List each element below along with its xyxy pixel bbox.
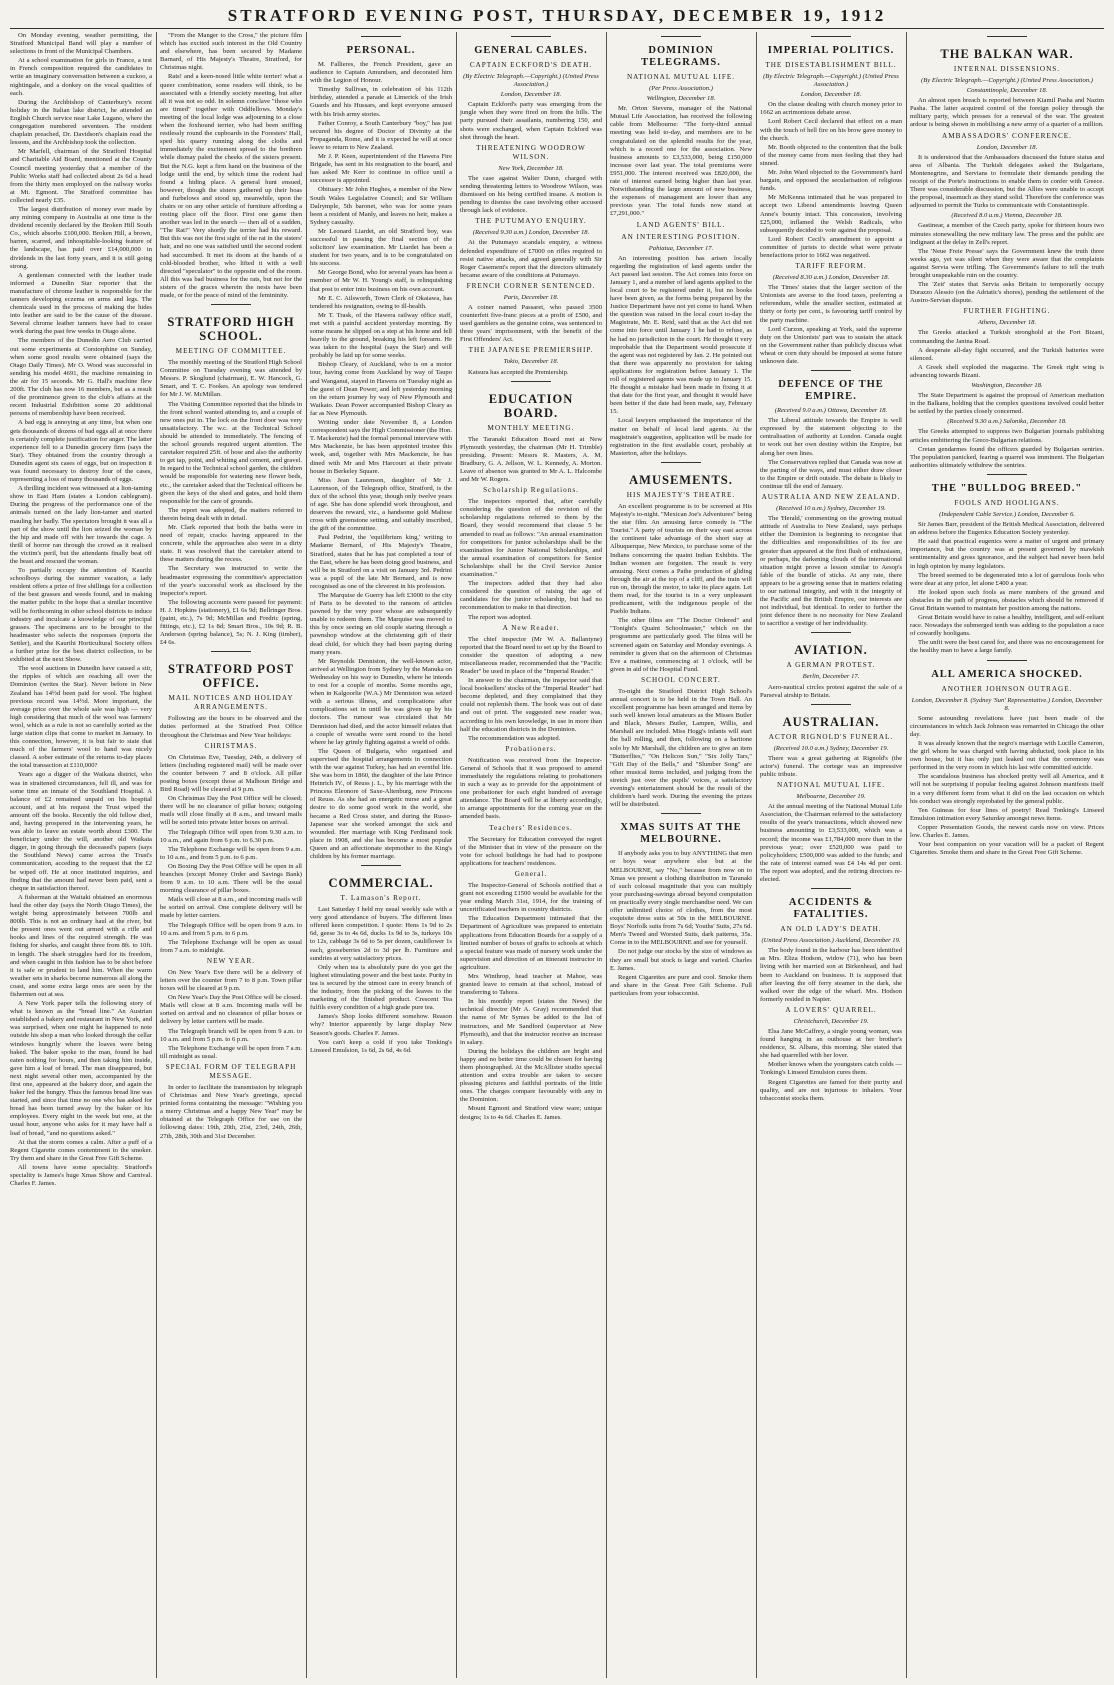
article-paragraph: It was already known that the negro's marriage with Lucille Cameron, the girl whom he was charged with having abducted, took place in his own house, but it has only just leaked out that the ceremony was performed in the very room in which his last wife committed suicide. — [910, 740, 1104, 772]
subheading: NEW YEAR. — [206, 956, 256, 965]
article-paragraph: A coiner named Passaret, who passed 3500 counterfeit five-franc pieces at a profit of £500, and used gamblers as the genuine coins, was sentenced to three years' imprisonment, with the benefit of the First Offenders' Act. — [460, 303, 602, 344]
column-divider — [906, 32, 907, 1678]
article-paragraph: The Times' states that the larger section of the Unionists are averse to the food taxes, preferring a referendum, while the smaller section, estimated at thirty or forty per cent., is favouring tariff control by the party machine. — [760, 284, 902, 324]
subheading: MEETING OF COMMITTEE. — [175, 347, 287, 356]
subheading: SPECIAL FORM OF TELEGRAPH MESSAGE. — [165, 1062, 297, 1080]
article-paragraph: James's Shop looks different somehow. Reason why? Interior apparently by large display New Season's goods. Charles F. James. — [310, 1013, 452, 1037]
subheading: FURTHER FIGHTING. — [963, 307, 1051, 316]
article-paragraph: The Telephone Exchange will be open from 9 a.m. to 10 a.m., and from 5 p.m. to 6 p.m. — [160, 845, 302, 861]
subheading: A LOVERS' QUARREL. — [785, 1005, 877, 1014]
heading-rule — [987, 36, 1027, 37]
dateline: London, December 18. — [500, 91, 562, 99]
article-paragraph: The following accounts were passed for payment: H. J. Hopkins (stationery), £1 6s 9d; Bellringer Bros. (paint, etc.), 7s 9d; McMillan and Fredric (spring, fittings, etc.), £2 1s 8d; Smart Bros., 10s 9d; R. B. Anderson (spring balance), 5s; N. J. King (timber), £4 6s. — [160, 598, 302, 647]
article-paragraph: On New Year's Day the Post Office will be closed. Mails will close at 8 a.m. Incoming mails will be sorted on arrival and no clearance of pillar boxes or delivery by letter carriers will be made. — [160, 994, 302, 1026]
subheading: LAND AGENTS' BILL. — [636, 220, 726, 229]
dateline: (By Electric Telegraph.—Copyright.) (United Press Association.) — [463, 73, 599, 89]
subheading: TARIFF REFORM. — [795, 262, 867, 271]
article-paragraph: Mr E. C. Ailsworth, Town Clerk of Okaiawa, has tendered his resignation, owing to ill-health. — [310, 294, 452, 310]
article-paragraph: Mr Reynolds Denniston, the well-known actor, arrived at Wellington from Sydney by the Manuka on Wednesday on his way to Dunedin, where he intends to rest for a couple of months. Some months ago, when in Kalgoorlie (W.A.) Mr Denniston was seized with a serious illness, and complications after complications set in until he was given up by his doctors. The rumour was circulated that Mr Denniston had died, and the actor himself relates that a couple of wreaths were sent round to the hotel where he lay grimly fighting against a world of odds. — [310, 657, 452, 746]
section-heading: THE BALKAN WAR. — [940, 47, 1074, 61]
article-paragraph: An excellent programme is to be screened at His Majesty's to-night. "Mexican Joe's Adventures" being the star film. An amusing farce comedy is "The Tourist." A party of tourists on their way east across the continent take advantage of the short stay at Albuquerque, New Mexico, to purchase some of the Indians concerning the quaint Indian Exhibits. The Indian women are forgotten. The result is very amusing. Next comes a Pathe production of gliding through the air at the top of a cliff, and the train will run on, through the motor, to take its place again. Let them read, for the tourist is in a very unpleasant predicament, with the indigenous people of the Pueblo Indians. — [610, 502, 752, 616]
dateline: (Per Press Association.) — [649, 85, 713, 92]
article-paragraph: Timothy Sullivan, in celebration of his 112th birthday, attended a parade at Limerick of the Irish Guards and his Hussars, and kept everyone amused with his Irish army stories. — [310, 86, 452, 118]
article-paragraph: The 'Zeit' states that Servia asks Britain to temporarily occupy Durazzo Alessio (on the Adriatic's shores), pending the settlement of the Austro-Servian dispute. — [910, 281, 1104, 305]
column-divider — [606, 32, 607, 1678]
article-paragraph: "From the Manger to the Cross," the picture film which has excited such interest in the Old Country and elsewhere, has been secured by Madame Barnard, of His Majesty's Theatre, Stratford, for Christmas night. — [160, 32, 302, 72]
section-heading: EDUCATION BOARD. — [488, 391, 574, 420]
article-paragraph: The Liberal attitude towards the Empire is well expressed by the statement objecting to the centralisation of authority at London. Canada ought to work out her own destiny within the Empire, but along her own lines. — [760, 417, 902, 457]
subheading: THE DISESTABLISHMENT BILL. — [765, 61, 897, 69]
article-paragraph: The Telegraph Office will open from 9.30 a.m. to 10 a.m., and again from 6 p.m. to 6.30 p.m. — [160, 828, 302, 844]
section-heading: IMPERIAL POLITICS. — [767, 45, 895, 56]
dateline: Athens, December 18. — [977, 319, 1037, 327]
section-heading: XMAS SUITS AT THE MELBOURNE. — [620, 822, 742, 846]
article-paragraph: A Greek shell exploded the magazine. The Greek right wing is advancing towards Bizani. — [910, 363, 1104, 379]
article-paragraph: Mr. John Ward objected to the Government's hard bargain, and opposed the secularisation of religious funds. — [760, 169, 902, 193]
article-paragraph: The chief inspector (Mr W. A. Ballantyne) reported that the Board need to set up by the Board to consider the question of adopting a new miscellaneous reader, recommended that the "Pacific Reader" be used in place of the "Imperial Reader." — [460, 635, 602, 675]
article-paragraph: The breed seemed to be degenerated into a lot of garrulous fools who were dear at any price, let alone £400 a year. — [910, 571, 1104, 587]
article-paragraph: The Telephone Exchange will be open as usual from 7 a.m. to midnight. — [160, 938, 302, 954]
article-paragraph: Mr. Clark reported that both the baths were in need of repair, cracks having appeared in the concrete, while the approaches also were in a dirty state. It was resolved that the caretaker attend to these matters during the recess. — [160, 523, 302, 564]
article-paragraph: Father Conroy, a South Canterbury "boy," has just secured his degree of Doctor of Divinity at the Propaganda, Rome, and it is expected he will at once leave to return to New Zealand. — [310, 119, 452, 151]
dateline: (By Electric Telegraph.—Copyright.) (United Press Association.) — [921, 77, 1093, 84]
heading-rule — [811, 888, 851, 889]
subheading: MONTHLY MEETING. — [487, 423, 575, 432]
heading-rule — [811, 36, 851, 37]
article-paragraph: The Greeks attempted to suppress two Bulgarian journals publishing articles embittering the Greco-Bulgarian relations. — [910, 428, 1104, 444]
heading-rule — [511, 36, 551, 37]
column-4 — [460, 32, 602, 1678]
section-heading: GENERAL CABLES. — [474, 45, 588, 56]
article-paragraph: The members of the Dunedin Aero Club carried out some experiments at Corstorphine on Sunday, when some good results were obtained (says the Otago Daily Times). Mr O. Wood was successful in sending his model 4691, the machine remaining in the air for 15 seconds. Mr G. Hall's machine flew 200ft. The club has now 16 members, but as a result of the prominence given to the club's affairs at the recent Industrial Exhibition some 20 additional persons of membership have been received. — [10, 337, 152, 418]
article-paragraph: The body found in the harbour has been identified as Mrs. Eliza Hodson, widow (71), who has been living with her married son at Birkenhead, and had been to Auckland on business. It is supposed that after leaving the off ferry steamer in the dark, she walked over the edge of the wharf. Mrs. Hodson formerly resided in Napier. — [760, 947, 902, 1003]
article-paragraph: Katsura has accepted the Premiership. — [468, 368, 569, 376]
section-heading: PERSONAL. — [346, 45, 416, 56]
column-2 — [160, 32, 302, 1678]
article-paragraph: At the Putumayo scandals enquiry, a witness defended expenditure of £7000 on rifles required to resist native attacks, and agreed generally with Sir Roger Casement's report that the directors ultimately became aware of the conditions at Putumayo. — [460, 239, 602, 279]
article-paragraph: In answer to the chairman, the inspector said that local booksellers' stocks of the "Imperial Reader" had become depleted, and they complained that they could not replenish them. The book was out of date and out of print. The suggested new reader was, according to his own knowledge, in use in more than half the education districts in the Dominion. — [460, 677, 602, 733]
article-paragraph: The wool auctions in Dunedin have caused a stir, the ripples of which are reaching all over the Dominion (writes the Star). Never before in New Zealand has 14½d been paid for wool. The highest previous record was 14½d. More important, the average price over the whole sale was high — very high considering that much of the wool was farmers' wool, which as a rule is not so carefully sorted as the large station clips that come to market in January. In this connection, however, it is but fair to state that much of the farmers' wool to hand was nicely classed. A sober estimate of the returns to-day places the total transaction at £110,000? — [10, 665, 152, 770]
article-paragraph: On Monday evening, weather permitting, the Stratford Municipal Band will play a number of selections in front of the Municipal Chambers. — [10, 32, 152, 56]
article-paragraph: Copper Presentation Goods, the newest cards now on view. Prices low. Charles E. James. — [910, 823, 1104, 840]
heading-rule — [661, 36, 701, 37]
section-heading: AUSTRALIAN. — [782, 714, 880, 729]
heading-rule — [987, 474, 1027, 475]
dateline: (Received 10 a.m.) Sydney, December 19. — [776, 505, 886, 513]
article-paragraph: The monthly meeting of the Stratford High School Committee on Tuesday evening was attended by Messrs. P. Skoglund (chairman), E. W. Hancock, G. Smart, and T. C. Fookes. An apology was tendered for Mr J. W. McMillan. — [160, 359, 302, 399]
article-paragraph: An almost open breach is reported between Kiamil Pasha and Nazim Pasha. The latter acquired control of the foreign policy through the military party, which presses for a renewal of the war. The greatest ardour is being shown in mobilising a new army of a quarter of a million. — [910, 97, 1104, 129]
dateline: Christchurch, December 19. — [793, 1017, 869, 1025]
article-paragraph: Only when tea is absolutely pure do you get the highest stimulating power and the best taste. Purity in tea is secured by the utmost care in every branch of the industry, from the picking of the leaves to the marketing of the finished product. Crescent Tea fulfils every condition of a high grade pure tea. — [310, 963, 452, 1012]
dateline: London, December 18. — [800, 91, 862, 99]
dateline: New York, December 18. — [498, 164, 564, 172]
subheading: AN OLD LADY'S DEATH. — [780, 925, 882, 934]
article-paragraph: At the annual meeting of the National Mutual Life Association, the Chairman referred to the satisfactory results of the year's transactions, which showed new business amounting to £3,533,000, which was a record; the income was £1,784,000 more than in the previous year; over £520,000 was paid to policyholders; £500,000 was added to the funds; and the rate of interest earned was £4 14s 4d per cent. The report was adopted, and the retiring directors re-elected. — [760, 803, 902, 884]
article-paragraph: Local lawyers emphasised the importance of the matter on behalf of local land agents. At the magistrate's suggestion, application will be made for registration in the first available court, probably at Masterton, after the holidays. — [610, 417, 752, 457]
article-paragraph: Bishop Cleary, of Auckland, who is on a motor tour, having come from Auckland by way of Taupo and Wanganui, stayed in Hawera on Tuesday night as the guest of Dean Power, and left yesterday morning on the return journey by way of New Plymouth and Waikato. Dean Power accompanied Bishop Cleary as far as New Plymouth. — [310, 361, 452, 417]
article-paragraph: Mr T. Trask, of the Hawera railway office staff, met with a painful accident yesterday morning. By some means he slipped on a step at his home and fell heavily to the ground, breaking his left forearm. He was taken to the hospital (says the Star) and will probably be laid up for some weeks. — [310, 311, 452, 360]
article-paragraph: On Christmas Eve, Tuesday, 24th, a delivery of letters (including registered mail) will be made over the counter between 7 and 8 o'clock. All pillar posting boxes (except those at Malhoun Bridge and Bird Road) will be cleared at 9 p.m. — [160, 753, 302, 794]
article-paragraph: Years ago a digger of the Waikaia district, who was in straitened circumstances, fell ill, and was for some time an inmate of the Southland Hospital. A balance of £2 remained unpaid on his hospital account, and at his request the Trust wiped the amount off the books. Recently the old fellow died, and, having prospered in the intervening years, he was able to leave an estate worth about £300. The beneficiary under the will, another old Waikaia digger, in going through the deceased's papers (says the Southland News) came across the Trust's communication, acceding to the request that the £2 be wiped off. He at once instituted inquiries, and finding that the amount had never been paid, sent a cheque in satisfaction thereof. — [10, 771, 152, 892]
article-paragraph: The Marquise de Guerry has left £3000 to the city of Paris to be devoted to the ransom of articles pawned by the very poor whose are subsequently unable to redeem them. The Marquise was moved to this by once seeing an old couple staring through a pawnshop window at the christening gift of their dead child, for which they had been paying during many years. — [310, 592, 452, 656]
subheading: ANOTHER JOHNSON OUTRAGE. — [941, 684, 1073, 693]
article-paragraph: At a school examination for girls in France, a test in French composition required the candidates to write an imaginary conversation between a cuckoo, a nightingale, and a donkey on the vocal qualities of each. — [10, 57, 152, 97]
dateline: Wellington, December 18. — [646, 95, 716, 103]
subheading: General. — [514, 869, 548, 878]
article-paragraph: You can't keep a cold if you take Tonking's Linseed Emulsion, 1s 6d, 2s 6d, 4s 6d. — [310, 1038, 452, 1054]
column-5 — [610, 32, 752, 1678]
article-paragraph: The case against Walter Dunn, charged with sending threatening letters to Woodrow Wilson, was dismissed on his being certified insane. A motion is pending to dismiss the case involving other accused through lack of evidence. — [460, 174, 602, 215]
article-paragraph: The Taranaki Education Board met at New Plymouth yesterday, the chairman (Mr H. Trimble) presiding. Present: Messrs R. Masters, A. M. Bradbury, G. A. Jellson, W. L. Kennedy, A. Morton. Leave of absence was granted to Mr A. L. Halcombe and Mr W. Rogers. — [460, 435, 602, 484]
article-paragraph: In his monthly report (states the News) the technical director (Mr A. Gray) recommended that the name of Mr Symes be added to the list of instructors, and Mr Sandford (supervisor at New Plymouth), and that the instructor receive an increase in salary. — [460, 998, 602, 1046]
dateline: (By Electric Telegraph.—Copyright.) (United Press Association.) — [763, 73, 899, 89]
heading-rule — [211, 651, 251, 652]
article-paragraph: Obituary: Mr John Hughes, a member of the New South Wales Legislative Council; and Sir William Dalrymple, 5th baronet, who was for some years been a resident of Manly, and leaves no heir, makes a Sydney casualty. — [310, 186, 452, 226]
article-paragraph: The scandalous business has shocked pretty well all America, and it will not be surprising if popular feeling against Johnson manifests itself in a very different form from what it did on the last occasion on which his conduct was strongly reprobated by the general public. — [910, 773, 1104, 805]
article-paragraph: The Secretary was instructed to write the headmaster expressing the committee's appreciation of the year's successful work as disclosed by the inspector's report. — [160, 565, 302, 597]
article-paragraph: Mother knows when the youngsters catch colds — Tonking's Linseed Emulsion cures them. — [760, 1061, 902, 1077]
article-paragraph: Cretan gendarmes found the officers guarded by Bulgarian sentries. The population panicked, fearing a quarrel was imminent. The Bulgarian authorities ultimately withdrew the sentries. — [910, 445, 1104, 469]
subheading: Teachers' Residences. — [489, 823, 573, 832]
article-paragraph: On Christmas Day the Post Office will be closed; there will be no clearance of pillar boxes; outgoing mails will close finally at 8 a.m., and inward mails will be sorted into private letter boxes on arrival. — [160, 795, 302, 827]
article-paragraph: The Conservatives replied that Canada was now at the parting of the ways, and must either draw closer to the Empire or drift outside. The debate is likely to continue till the end of January. — [760, 458, 902, 490]
article-paragraph: In order to facilitate the transmission by telegraph of Christmas and New Year's greetings, special printed forms containing the message: "Wishing you a merry Christmas and a happy New Year" may be obtained at the Telegraph Office for use on the following dates: 19th, 20th, 21st, 23rd, 24th, 26th, 27th, 28th, 30th and 31st December. — [160, 1083, 302, 1140]
article-paragraph: He said that practical eugenics were a matter of urgent and primary importance, but the country was at present governed by mawkish sentimentality and gross ignorance, and the subject had never been held in high opinion by many legislators. — [910, 538, 1104, 570]
dateline: (Independent Cable Service.) London, December 6. — [939, 510, 1075, 518]
article-paragraph: Mount Egmont and Stratford view ware; unique designs; 1s to 4s 6d. Charles E. James. — [460, 1105, 602, 1121]
article-paragraph: A thrilling incident was witnessed at a lion-taming show in East Ham (states a London cablegram). During the progress of the performance one of the animals turned on the lady lion-tamer and started mauling her badly. The spectators brought it was all a part of the show until the lion seized the woman by the hip and made off with her towards the cage. A thrill of horror ran through the crowd as it realised the victim's peril, but the attendants finally beat off the beast and rescued the woman. — [10, 485, 152, 565]
article-paragraph: There was a great gathering at Rignold's (the actor's) funeral. The cortege was an impressive public tribute. — [760, 754, 902, 778]
article-paragraph: Mails will close at 8 a.m., and incoming mails will be sorted on arrival. One complete delivery will be made by letter carriers. — [160, 896, 302, 920]
column-3 — [310, 32, 452, 1678]
dateline: (Received 9.0 a.m.) Ottawa, December 18. — [774, 407, 888, 415]
dateline: Paris, December 18. — [503, 293, 559, 301]
article-paragraph: The report was adopted, the matters referred to therein being dealt with in detail. — [160, 506, 302, 522]
article-paragraph: Lord Curzon, speaking at York, said the supreme duty on the Unionists' part was to sustain the attack on the Government rather than publicly discuss what wheat or corn duty should be imposed at some future unknown date. — [760, 325, 902, 365]
article-paragraph: A fisherman at the Waitaki obtained an enormous haul the other day (says the North Otago Times), the weight being approximately between 700lb and 800lb. This is not an ordinary haul at the river, but the present ones went out armed with a rifle and hooks and lines of the required strength. He was fishing for sharks, and caught three from 8ft. to 10ft. in length. The shark struggles hard for its freedom, and when caught in this fashion has to be shot before it is safe or prudent to land him. When the warm weather sets in sharks become numerous all along the coast, and some extra large ones are seen by the fishermen out at sea. — [10, 893, 152, 998]
article-paragraph: Regent Cigarettes are pure and cool. Smoke them and share in the Great Free Gift Scheme. Full particulars from your tobacconist. — [610, 973, 752, 997]
masthead: STRATFORD EVENING POST, THURSDAY, DECEMBER 19, 1912 — [227, 6, 887, 25]
dateline: Tokio, December 18. — [503, 358, 559, 366]
article-paragraph: The State Department is against the proposal of American mediation in the Balkans, holding that the complex questions involved could better be settled by the parties closely concerned. — [910, 392, 1104, 416]
column-divider — [306, 32, 307, 1678]
heading-rule — [661, 813, 701, 814]
section-heading: STRATFORD POST OFFICE. — [168, 662, 294, 691]
article-paragraph: Some astounding revelations have just been made of the circumstances in which Jack Johnson was remarried in Chicago the other day. — [910, 714, 1104, 738]
article-paragraph: M. Fallieres, the French President, gave an audience to Captain Amundsen, and decorated him with the Legion of Honour. — [310, 61, 452, 85]
article-paragraph: All towns have some speciality. Stratford's speciality is James's huge Xmas Show and Carnival. Charles F. James. — [10, 1163, 152, 1188]
article-paragraph: If anybody asks you to buy ANYTHING that men or boys wear anywhere else but at the MELBOURNE, say "No," because from now on to Xmas we present a clothing distribution in Taranaki of such colossal magnitude that you can multiply your purchasing-savings abroad beyond computation on practically every single merchandise need. We can offer unlimited choice of clothes, from the most exquisite dress suits at 50s in the MELBOURNE. Boys' Norfolk suits from 7s 6d; Youths' Suits, 27s 6d. Men's Tweed and Worsted Suits, dark patterns, 35s. Come in to the MELBOURNE and see for yourself. — [610, 850, 752, 947]
dateline: (United Press Association.) Auckland, December 19. — [761, 937, 901, 945]
heading-rule — [811, 704, 851, 705]
subheading: Probationers. — [505, 744, 557, 753]
heading-rule — [211, 304, 251, 305]
heading-rule — [511, 381, 551, 382]
article-paragraph: Gastinear, a member of the Czech party, spoke for thirteen hours two minutes stonewalling the new military law. The press and the public are indignant at the delay in Zell's report. — [910, 222, 1104, 246]
article-paragraph: The 'Neue Freie Presse' says the Government knew the truth three weeks ago, yet was silent when they were aware that the complaints against Servia were trifling. The Government's failure to tell the truth brought unspeakable ruin on the country. — [910, 247, 1104, 279]
article-paragraph: A desperate all-day fight occurred, and the Turkish batteries were silenced. — [910, 346, 1104, 362]
heading-rule — [661, 462, 701, 463]
article-paragraph: The largest distribution of money ever made by any mining company in Australia at one time is the dividend recently declared by the Broken Hill South Co., which absorbs £100,000. Broken Hill, a brown, barren, scarred, and inhospitable-looking feature of the landscape, has paid over £14,000,000 in dividends in the last forty years, and it is still going strong. — [10, 205, 152, 270]
article-paragraph: The recommendation was adopted. — [468, 734, 561, 742]
article-paragraph: Your best companion on your vacation will be a packet of Regent Cigarettes. Smoke them and share in the Great Free Gift Scheme. — [910, 841, 1104, 857]
article-paragraph: Paul Pedrini, the 'equilibrium king,' writing to Madame Bernard, of His Majesty's Theatre, Stratford, states that he has just completed a tour of the East, where he has been doing good business, and will be in Stratford on a visit on January 3rd. Pedrini was a pupil of the late Mr Bernard, and is now recognised as one of the cleverest in his profession. — [310, 534, 452, 590]
article-paragraph: The Visiting Committee reported that the blinds in the front school wanted attending to, and a couple of new ones put in. The lock on the front door was very unsatisfactory. The w.c. at the Technical School should be attended to immediately. The fencing of the school grounds required urgent attention. The caretaker required 25ft. of hose and also the authority to get tap, point, and whiting and cement, and gravel. In regard to the Technical school garden, the children would be responsible for watering new flower beds, etc., the caretaker asked that the Technical officers be given the keys of the shed and gates, and hold them responsible for the care of grounds. — [160, 400, 302, 505]
subheading: Scholarship Regulations. — [483, 486, 579, 495]
subheading: CAPTAIN ECKFORD'S DEATH. — [469, 61, 593, 69]
article-paragraph: It is understood that the Ambassadors discussed the future status and area of Albania. The Turkish delegates asked the Bulgarians, Montenegrins, and Servians to formulate their demands pending the receipt of the Porte's instructions to enable them to confer with Greece. There was considerable discussion, but the Allies were unable to accept the proposal, inasmuch as they stand solid. Therefore the conference was adjourned to permit the Turks to communicate with Constantinople. — [910, 153, 1104, 210]
subheading: THE JAPANESE PREMIERSHIP. — [468, 346, 594, 355]
section-heading: COMMERCIAL. — [328, 876, 434, 891]
article-paragraph: Mrs Winthrop, head teacher at Mahoe, was granted leave to remain at that school, instead of transferring to Tahora. — [460, 972, 602, 997]
article-paragraph: The 'Herald,' commenting on the growing mutual attitude of Australia to New Zealand, says perhaps either the Dominion is beginning to recognise that the difficulties and responsibilities of its fee are greater than appeared at the first flush of enthusiasm, or perhaps, the darkening clouds of the international situation might prove a lesson similar to Aesop's fable of the bundle of sticks. At any rate, there appears to be a growing sense that in matters relating to our national integrity, and with it the integrity of the Pacific and the British Empire, our interests are not individual, but identical. In order to further the joint defence there is no necessity for New Zealand to sacrifice a vestige of her individuality. — [760, 515, 902, 628]
subheading: AMBASSADORS' CONFERENCE. — [942, 131, 1072, 140]
article-paragraph: The Telephone Exchange will be open from 7 a.m. till midnight as usual. — [160, 1044, 302, 1060]
article-paragraph: Following are the hours to be observed and the duties performed at the Stratford Post Office throughout the Christmas and New Year holidays: — [160, 715, 302, 739]
article-paragraph: Mr J. P. Keen, superintendent of the Hawera Fire Brigade, has sent in his resignation to the board, and has asked Mr Kerr to continue in office until a successor is appointed. — [310, 153, 452, 185]
article-paragraph: Elsa Jane McCaffrey, a single young woman, was found hanging in an outhouse at her brother's residence, St. Albans, this morning. She stated that she had quarrelled with her lover. — [760, 1027, 902, 1060]
article-paragraph: A bad egg is annoying at any time, but when one gets thousands of dozens of bad eggs all at once there is certainly complete justification for anger. The latter experience fell to a Dunedin grocery firm (says the Star). They obtained from the country through a Dunedin agent six cases of eggs, but on inspection it was found necessary to destroy four of the cases, representing a loss of many thousands of eggs. — [10, 419, 152, 484]
article-paragraph: Mr. Booth objected to the contention that the bulk of the money came from men feeling that they had sinned. — [760, 143, 902, 167]
article-paragraph: Mr Leonard Liardet, an old Stratford boy, was successful in passing the final section of the solicitors' law examination. Mr Liardet has been a student for two years, and is to be congratulated on his success. — [310, 227, 452, 268]
section-heading: DEFENCE OF THE EMPIRE. — [778, 379, 884, 403]
dateline: London, December 18. — [976, 143, 1038, 151]
dateline: Washington, December 18. — [971, 382, 1043, 389]
article-paragraph: The Greeks attacked a Turkish stronghold at the Fort Bizani, commanding the Janina Road. — [910, 329, 1104, 345]
subheading: THE PUTUMAYO ENQUIRY. — [475, 217, 587, 226]
article-paragraph: Lord Robert Cecil's amendment to appoint a committee of jurists to decide what were private benefactions prior to 1662 was negatived. — [760, 235, 902, 259]
dateline: Berlin, December 17. — [802, 673, 860, 681]
heading-rule — [811, 370, 851, 371]
subheading: AUSTRALIA AND NEW ZEALAND. — [761, 493, 901, 502]
article-paragraph: Writing under date November 8, a London correspondent says the High Commissioner (the Hon. T. Mackenzie) had the formal personal interview with Mrs Mackenzie, he has been appointed trustee this week, and, together with Mrs Mackenzie, he has dined with Mr and Mrs Harcourt at their private house in Berkeley Square. — [310, 419, 452, 475]
section-heading: THE "BULLDOG BREED." — [931, 482, 1083, 494]
article-paragraph: Great Britain would have to raise a healthy, intelligent, and self-reliant race. Nowadays the submerged tenth was adding to the population a race of cowardly hooligans. — [910, 614, 1104, 638]
subheading: T. Lamason's Report. — [340, 894, 422, 903]
article-paragraph: During the holidays the children are bright and happy and no better time could be chosen for having them photographed. At the McAllister studio special attention and extra trouble are taken to secure pleasing pictures and faithful portraits of the little ones. The charges compare favourably with any in the Dominion. — [460, 1047, 602, 1104]
column-divider — [756, 32, 757, 1678]
dateline: London, December 8. (Sydney 'Sun' Representative.) London, December 8. — [911, 696, 1103, 712]
article-paragraph: He looked upon such fools as mere numbers of the ground and obstacles in the path of progress, obstacles which should be removed if Great Britain wanted to maintain her position among the nations. — [910, 588, 1104, 612]
article-paragraph: A gentleman connected with the leather trade informed a Dunedin Star reporter that the manufacture of chrome leather is responsible for the tanners developing eczema on arms and legs. The chemicals used in the process of making the hides into leather are said to be the cause of the disease. Several chrome leather tanners have had to cease work during the past few weeks in Otago alone. — [10, 271, 152, 336]
subheading: FOOLS AND HOOLIGANS. — [954, 498, 1060, 507]
article-paragraph: Rats! and a keen-nosed little white terrier! what a queer combination, some readers will think, to be associated with a friendly society meeting, but after all it was not so odd. In solemn conclave "those who are timed" together with Oddfellows. Monday's meeting of the local lodge was adjourning to a close when the foxhound terrier, who had been sniffing restlessly round the cupboards in the Foresters' Hall, sped his quarry running along the cloths and immediately the excitement spread to the brethren while dismay paled the cheeks of the sisters present. But the N.G. kept a firm hand on the business of the lodge until the end, by which time the rodent had found a hiding place. A general hunt ensued, however, though the sisters gathered up their boas and furbelows and stood up, meanwhile, upon the chairs or on any other article of furniture affording a resting place off the floor. First one game then another was led in the search — then all of a sudden, "The Rat!" Very shortly the terrier had his reward. But this was not the first sight of the rat in the sisters' hair, and no one was satisfied until the second rodent had succumbed. It met its doom at the hands of a cold-blooded brother, who lifted it with a well directed "speculator" to the opposite end of the room. All this was bad business for the rats, but not for the sisters of the graces wherein the nests have been made, or for the peace of mind of the femininity. — [160, 73, 302, 299]
article-paragraph: At that the storm comes a calm. After a puff of a Regent Cigarette comes contentment to the smoker. Try them and share in the Great Free Gift Scheme. — [10, 1138, 152, 1162]
heading-rule — [361, 36, 401, 37]
article-paragraph: Miss Jean Laurenson, daughter of Mr J. Laurenson, of the Telegraph office, Stratford, is the dux of the school this year, though only twelve years of age. She has done splendid work throughout, and deserves the reward, viz., a handsome gold Maltese cross with greenstone setting, and suitably inscribed, the gift of the committee. — [310, 476, 452, 533]
dateline: Pahiatua, December 17. — [648, 244, 714, 252]
dateline: (Received 9.30 a.m.) London, December 18. — [472, 229, 590, 237]
article-paragraph: To-night the Stratford District High School's annual concert is to be held in the Town Hall. An excellent programme has been arranged and items by such well known local amateurs as the Misses Butler and Black, Messrs Butler, Lampen, Willis, and Marshall are included. Miss Hogg's infants will start the ball rolling, and then, following on a baritone solo by Mr Marshall, the children are to give an item "Butterflies," "On Helicon Sun," "Six Jolly Tars," "Gift Day of the Bells," and "Slumber Song" are other musical items included, and judging from the stretch just over the pupils' voices, a satisfactory evening's entertainment should be the result of the children's hard work. During the evening the prizes will be distributed. — [610, 687, 752, 809]
article-paragraph: The inspectors added that they had also considered the question of raising the age of candidates for the junior scholarship, but had no recommendation to make in that direction. — [460, 580, 602, 612]
article-paragraph: The Inspector-General of Schools notified that a grant not exceeding £1500 would be available for the year ending March 31st, 1914, for the training of uncertificated teachers in country districts. — [460, 881, 602, 914]
section-heading: AVIATION. — [794, 643, 868, 658]
article-paragraph: On the clause dealing with church money prior to 1662 an acrimonious debate arose. — [760, 101, 902, 117]
article-paragraph: Do not judge our stocks by the size of windows as they are small but stock is large and varied. Charles E. James. — [610, 948, 752, 972]
article-paragraph: Aero-nautical circles protest against the sale of a Parseval airship to Britain. — [760, 683, 902, 699]
article-paragraph: Lord Robert Cecil declared that effect on a man with the touch of hell fire on his brow gave money to the church. — [760, 118, 902, 142]
article-paragraph: The Secretary for Education conveyed the regret of the Minister that in view of the pressure on the vote for school buildings he had had to postpone applications for teachers' residences. — [460, 835, 602, 867]
article-paragraph: Sir James Barr, president of the British Medical Association, delivered an address before the Eugenics Education Society yesterday. — [910, 521, 1104, 537]
dateline: (Received 9.30 a.m.) Salonika, December 18. — [947, 418, 1067, 426]
subheading: INTERNAL DISSENSIONS. — [953, 65, 1061, 73]
dateline: Constantinople, December 18. — [966, 87, 1048, 95]
article-paragraph: Mr Marfell, chairman of the Stratford Hospital and Charitable Aid Board, mentioned at the County Council meeting yesterday that a member of the Public Works staff had collected about 2s 6d a head from the thirty men employed on the railway works at Mt. Egmont. The Stratford committee has collected nearly £35. — [10, 148, 152, 204]
column-divider — [156, 32, 157, 1678]
subheading: A New Reader. — [502, 623, 560, 632]
section-heading: ACCIDENTS & FATALITIES. — [788, 897, 874, 921]
subheading: HIS MAJESTY'S THEATRE. — [626, 490, 736, 499]
article-paragraph: During the Archbishop of Canterbury's recent holiday in the Italian lake district, he attended an English Church service near Lake Lugano, where the congregation numbered seventeen. The resident chaplain preached, Dr. Davidson's chaplain read the lessons, and the Archbishop took the collection. — [10, 98, 152, 147]
article-paragraph: On New Year's Eve there will be a delivery of letters over the counter from 7 to 8 p.m. Town pillar boxes will be cleared at 9 p.m. — [160, 968, 302, 993]
article-paragraph: Regent Cigarettes are famed for their purity and quality, and are not injurious to inhalers. Your tobacconist stocks them. — [760, 1078, 902, 1102]
article-paragraph: The other films are "The Doctor Ordered" and "Tonight's Quaint Schoolmaster," which on the programme are particularly good. The films will be screened again on Saturday and Monday evenings. A reminder is given that on the afternoon of Christmas Eve a matinee, commencing at 1 o'clock, will be given in aid of the Hospital Fund. — [610, 617, 752, 673]
section-heading: AMUSEMENTS. — [629, 472, 733, 487]
heading-rule — [811, 632, 851, 633]
masthead-rule — [10, 28, 1104, 29]
article-paragraph: The Telegraph Office will be open from 9 a.m. to 10 a.m. and from 5 p.m. to 6 p.m. — [160, 921, 302, 937]
article-paragraph: The unfit were the best cared for, and there was no encouragement for the healthy man to have a large family. — [910, 639, 1104, 655]
article-paragraph: On Boxing Day the Post Office will be open in all branches (except Money Order and Savings Bank) from 9 a.m. to 10 a.m. There will be the usual morning clearance of pillar boxes. — [160, 862, 302, 895]
article-paragraph: Captain Eckford's party was emerging from the jungle when they were fired on from the hills. The party pursued their assailants, numbering 150, and shots were exchanged, when Captain Eckford was shot through the heart. — [460, 101, 602, 141]
article-paragraph: Mr. Orton Stevens, manager of the National Mutual Life Association, has received the following cable from Melbourne: "The forty-third annual meeting was held to-day, and members are to be congratulated on the splendid results for the year, which is a record one for the association. New business amounts to £3,533,000, being £150,000 increase over last year. The total premiums were £951,000. The interest received was £820,000, the rate of interest earned being higher than last year. Notwithstanding the large amount of new business, the expenses of management are lower than any previous year. The total funds now stand at £7,291,000." — [610, 105, 752, 218]
article-paragraph: Ten Guineas for four lines of poetry! Read Tonking's Linseed Emulsion intimation every Saturday amongst news items. — [910, 806, 1104, 822]
dateline: (Received 10.0 a.m.) Sydney, December 19. — [773, 744, 889, 752]
article-paragraph: The report was adopted. — [468, 613, 532, 621]
dateline: (Received 8.0 a.m.) Vienna, December 18. — [951, 212, 1063, 220]
article-paragraph: An interesting position has arisen locally regarding the registration of land agents under the Act passed last session. The Act comes into force on January 1, and a number of land agents applied to the local court to be registered under it, but no books have been given, as the forms being prepared by the Justice Department have not yet come to hand. When the question was raised in the local court to-day the Magistrate, Mr. E. Reid, said that as the Act did not come into force until January 1 he had to refuse, as he had no jurisdiction in the court. He thought it very improbable that the Department would prosecute if the agent was not registered by Jan. 2. He pointed out that there was apparently no provision for taking applications for registration before January 1. The roll of registered agents was made up to January 15. He thought a mistake had been made in fixing it at that date for the first year, and thought it would have been better if the date had been made, say, February 15. — [610, 254, 752, 416]
column-7 — [910, 32, 1104, 1678]
subheading: NATIONAL MUTUAL LIFE. — [776, 781, 886, 790]
subheading: MAIL NOTICES AND HOLIDAY ARRANGEMENTS. — [168, 694, 294, 712]
article-paragraph: The inspectors reported that, after carefully considering the question of the revision of the scholarship regulations referred to them by the Board, they would recommend that clause 5 be amended to read as follows: "An annual examination for competitors for junior scholarships shall be the examination for Junior National Scholarships, and the annual examination of competitors for Senior Scholarships shall be the Civil Service Junior examination." — [460, 498, 602, 579]
article-paragraph: Last Saturday I held my usual weekly sale with a very good attendance of buyers. The different lines offered keen competition. I quote: Hens 1s 9d to 2s 6d, geese 3s to 4s 6d, ducks 1s 9d to 3s, turkeys 10s to 12s, cabbage 3s 6d to 5s per dozen, cauliflower 1s each, gooseberries 2d to 3d per lb. Furniture and sundries at very satisfactory prices. — [310, 906, 452, 962]
dateline: (Received 8.30 a.m.) London, December 18. — [772, 274, 890, 282]
column-6 — [760, 32, 902, 1678]
subheading: NATIONAL MUTUAL LIFE. — [626, 73, 736, 81]
subheading: THREATENING WOODROW WILSON. — [476, 143, 586, 161]
section-heading: ALL AMERICA SHOCKED. — [931, 668, 1083, 680]
subheading: A GERMAN PROTEST. — [786, 661, 876, 670]
heading-rule — [361, 865, 401, 866]
section-heading: STRATFORD HIGH SCHOOL. — [167, 315, 295, 344]
column-1 — [10, 32, 152, 1678]
article-paragraph: The Telegraph branch will be open from 9 a.m. to 10 a.m. and from 5 p.m. to 6 p.m. — [160, 1027, 302, 1043]
dateline: Melbourne, December 19. — [796, 793, 866, 801]
article-paragraph: To partially occupy the attention of Kaurihi schoolboys during the summer vacation, a lady resident offers a prize of five shillings for a collection of the best grasses and weeds found, and in making the matter public in the hope that a similar incentive will be forthcoming in other school districts to induce industry and inculcate a knowledge of our principal grasses. The specimens are to be brought to the headmaster who selects the responses (reports the Settler), and the Kaurihi Horticultural Society offers a further prize for the best district collection, to be exhibited at the next Show. — [10, 567, 152, 664]
article-paragraph: Mr George Bond, who for several years has been a member of Mr W. H. Young's staff, is relinquishing that post to enter into business on his own account. — [310, 269, 452, 293]
subheading: FRENCH CORNER SENTENCED. — [466, 281, 596, 290]
section-heading: DOMINION TELEGRAMS. — [641, 45, 721, 68]
subheading: CHRISTMAS. — [204, 741, 258, 750]
article-paragraph: Mr McKenna intimated that he was prepared to accept two Liberal amendments leaving Queen Anne's bounty intact. This concession, involving £25,000, inflamed the Welsh Radicals, who subsequently decided to vote against the proposal. — [760, 194, 902, 234]
heading-rule — [987, 660, 1027, 661]
subheading: AN INTERESTING POSITION. — [621, 232, 741, 241]
subheading: ACTOR RIGNOLD'S FUNERAL. — [768, 732, 894, 741]
subheading: SCHOOL CONCERT. — [641, 675, 721, 684]
article-paragraph: A New York paper tells the following story of what is known as the "bread line." An Austrian established a bakery and restaurant in New York, and was surprised, when one night he happened to note outside his shop a man who looked through the cellar windows hungrily where the loaves were being baked. The baker spoke to the man, found he had eaten nothing for hours, and then taking him inside, gave him a loaf of bread. The man disappeared, but next night several other men, accompanied by the first one, appeared at the bakery door, and again the baker fed the hungry. Thus the famous bread line was started, and since that time no one who has asked for bread has been turned away by the baker or his employees. Every night in the week but one, at the usual hour, anyone who asks for it may have half a loaf of bread, "and no questions asked." — [10, 1000, 152, 1137]
column-divider — [456, 32, 457, 1678]
article-paragraph: Notification was received from the Inspector-General of Schools that it was proposed to amend immediately the regulations relating to probationers in such a way as to provide for the appointment of one probationer for each eight hundred of average attendance. The Board will be at liberty accordingly, to arrange appointments for the coming year on the amended basis. — [460, 756, 602, 821]
article-paragraph: The Education Department intimated that the Department of Agriculture was prepared to entertain applications from Education Boards for a supply of a limited number of boxes of grafts to schools at which a special feature was made of nursery work under the supervision and direction of an itinerant instructor in agriculture. — [460, 915, 602, 971]
article-paragraph: The Queen of Bulgaria, who organised and supervised the hospital arrangements in connection with the war against Turkey, has had an eventful life. She was born in 1860, the daughter of the late Prince Heinrich IV., of Reuss j. L., by his marriage with the Princess Eleonore of Saxe-Altenburg, now Princess of Reuss. As she had an energetic nurse and a great desire to do some good work in the world, she became a Red Cross sister, and during the Russo-Japanese war she worked amongst the sick and wounded. Her marriage with King Ferdinand took place in 1908, and she has become a most popular Queen and an affectionate stepmother to the King's children by his former marriage. — [310, 747, 452, 860]
